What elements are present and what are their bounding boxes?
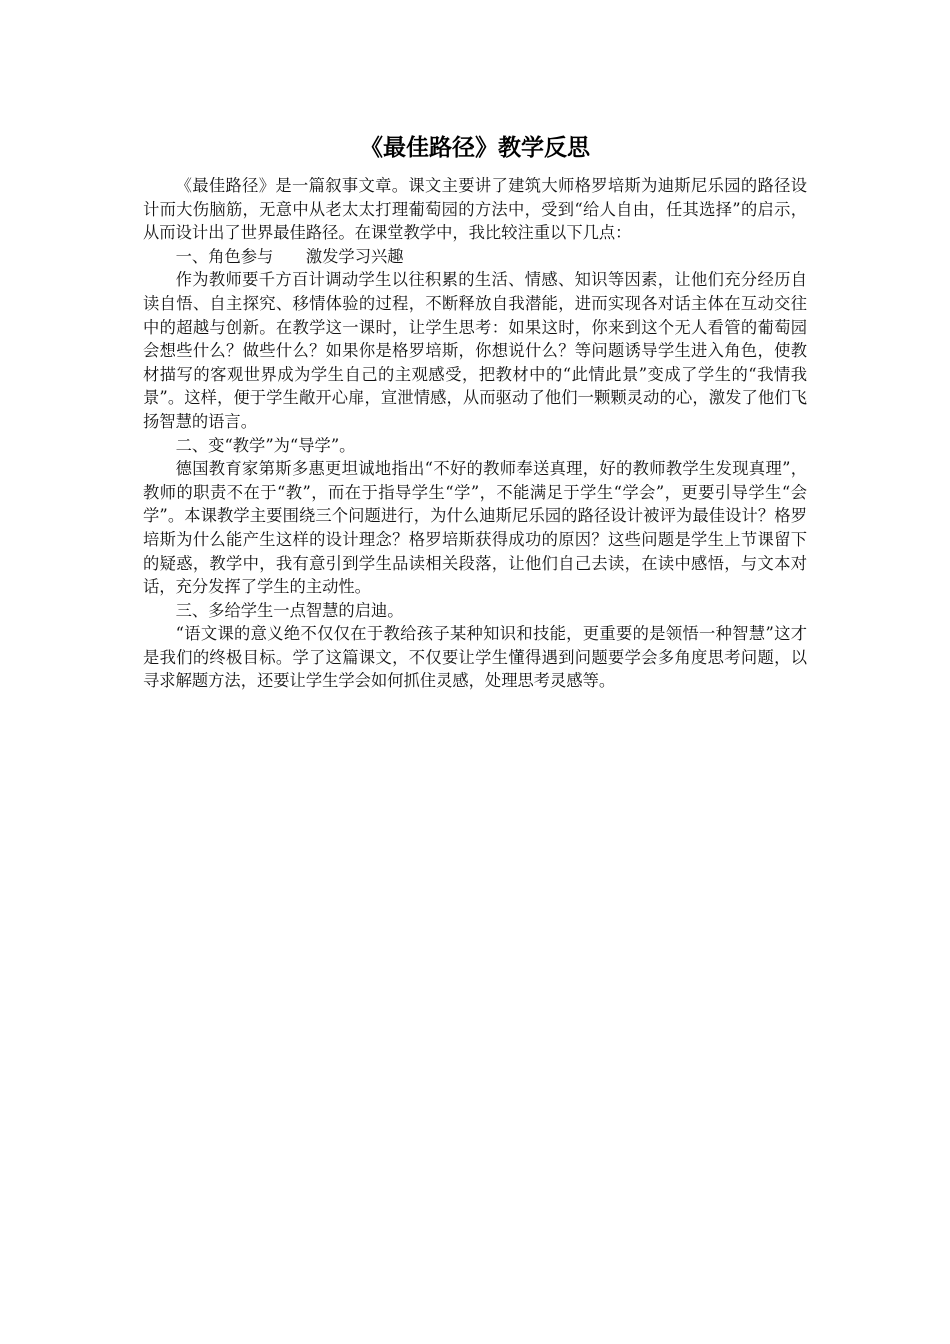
document-title: 《最佳路径》教学反思 <box>360 135 590 161</box>
section-heading-3: 三、多给学生一点智慧的启迪。 <box>175 600 404 620</box>
section-paragraph-3: “语文课的意义绝不仅仅在于教给孩子某种知识和技能，更重要的是领悟一种智慧”这才是我们的终极目标。学了这篇课文，不仅要让学生懂得遇到问题要学会多角度思考问题，以寻求解题方法，还要让学生学会如何抓住灵感，处理思考灵感等。 <box>143 624 807 691</box>
section-paragraph-1: 作为教师要千方百计调动学生以往积累的生活、情感、知识等因素，让他们充分经历自读自悟、自主探究、移情体验的过程，不断释放自我潜能，进而实现各对话主体在互动交往中的超越与创新。在教学这一课时，让学生思考：如果这时，你来到这个无人看管的葡萄园会想些什么？做些什么？如果你是格罗培斯，你想说什么？等问题诱导学生进入角色，使教材描写的客观世界成为学生自己的主观感受，把教材中的“此情此景”变成了学生的“我情我景”。这样，便于学生敞开心扉，宣泄情感，从而驱动了他们一颗颗灵动的心，激发了他们飞扬智慧的语言。 <box>143 270 807 431</box>
section-heading-1: 一、角色参与 激发学习兴趣 <box>175 246 404 266</box>
section-paragraph-2: 德国教育家第斯多惠更坦诚地指出“不好的教师奉送真理，好的教师教学生发现真理”，教师的职责不在于“教”，而在于指导学生“学”，不能满足于学生“学会”，更要引导学生“会学”。本课教学主要围绕三个问题进行，为什么迪斯尼乐园的路径设计被评为最佳设计？格罗培斯为什么能产生这样的设计理念？格罗培斯获得成功的原因？这些问题是学生上节课留下的疑惑，教学中，我有意引到学生品读相关段落，让他们自己去读，在读中感悟，与文本对话，充分发挥了学生的主动性。 <box>143 459 807 597</box>
document-body <box>143 174 807 693</box>
section-heading-2: 二、变“教学”为“导学”。 <box>175 435 356 455</box>
intro-paragraph: 《最佳路径》是一篇叙事文章。课文主要讲了建筑大师格罗培斯为迪斯尼乐园的路径设计而大伤脑筋，无意中从老太太打理葡萄园的方法中，受到“给人自由，任其选择”的启示，从而设计出了世界最佳路径。在课堂教学中，我比较注重以下几点： <box>143 176 807 243</box>
